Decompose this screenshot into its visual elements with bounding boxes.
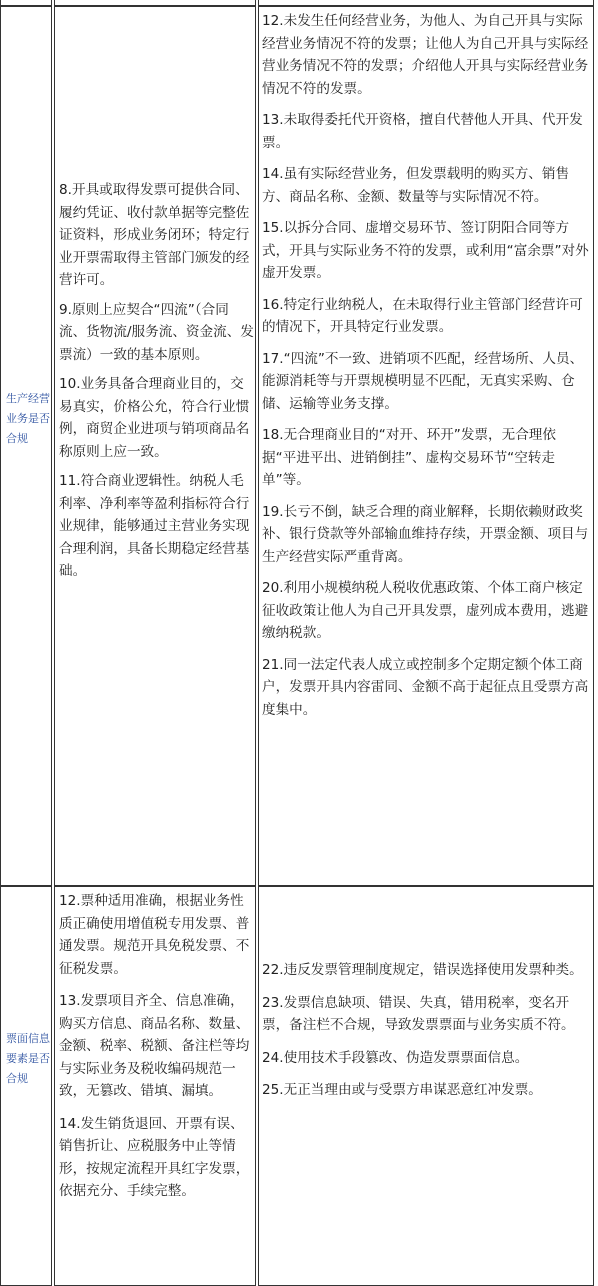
violation-item: 15.以拆分合同、虚增交易环节、签订阴阳合同等方式，开具与实际业务不符的发票，或利用“富余票”对外虚开发票。 [262, 220, 589, 281]
violation-item: 20.利用小规模纳税人税收优惠政策、个体工商户核定征收政策让他人为自己开具发票，虚列成本费用，逃避缴纳税款。 [262, 580, 589, 641]
violation-item: 23.发票信息缺项、错误、失真，错用税率，变名开票，备注栏不合规，导致发票票面与业务实质不符。 [262, 994, 575, 1033]
violation-item: 14.虽有实际经营业务，但发票载明的购买方、销售方、商品名称、金额、数量等与实际情况不符。 [262, 166, 570, 205]
row1-violations-cell [258, 6, 594, 886]
standard-item: 12.票种适用准确，根据业务性质正确使用增值税专用发票、普通发票。规范开具免税发票、不征税发票。 [59, 893, 250, 977]
violation-item: 12.未发生任何经营业务，为他人、为自己开具与实际经营业务情况不符的发票；让他人为自己开具与实际经营业务情况不符的发票；介绍他人开具与实际经营业务情况不符的发票。 [262, 13, 589, 97]
row1-category-label: 生产经营业务是否合规 [6, 392, 50, 445]
row1-violations-list [262, 10, 590, 721]
violation-item: 18.无合理商业目的“对开、环开”发票，无合理依据“平进平出、进销倒挂”、虚构交易环节“空转走单”等。 [262, 427, 556, 488]
violation-item: 24.使用技术手段篡改、伪造发票票面信息。 [262, 1049, 529, 1066]
standard-item: 8.开具或取得发票可提供合同、履约凭证、收付款单据等完整佐证资料，形成业务闭环；特定行业开票需取得主管部门颁发的经营许可。 [59, 182, 250, 288]
violation-item: 17.“四流”不一致、进销项不匹配，经营场所、人员、能源消耗等与开票规模明显不匹配，无真实采购、仓储、运输等业务支撑。 [262, 350, 584, 412]
violation-item: 25.无正当理由或与受票方串谋恶意红冲发票。 [262, 1082, 542, 1098]
violation-item: 19.长亏不倒，缺乏合理的商业解释，长期依赖财政奖补、银行贷款等外部输血维持存续，开票金额、项目与生产经营实际严重背离。 [262, 503, 589, 565]
standard-item: 13.发票项目齐全、信息准确，购买方信息、商品名称、数量、金额、税率、税额、备注栏等均与实际业务及税收编码规范一致，无篡改、错填、漏填。 [59, 993, 250, 1099]
row2-standards-list [59, 890, 255, 1203]
standard-item: 14.发生销货退回、开票有误、销售折让、应税服务中止等情形，按规定流程开具红字发票，依据充分、手续完整。 [59, 1115, 250, 1199]
row2-category-cell [0, 886, 52, 1286]
row1-standards-list [59, 179, 255, 583]
standard-item: 10.业务具备合理商业目的，交易真实，价格公允，符合行业惯例，商贸企业进项与销项商品名称原则上应一致。 [59, 376, 250, 460]
violation-item: 21.同一法定代表人成立或控制多个定期定额个体工商户，发票开具内容雷同、金额不高于起征点且受票方高度集中。 [262, 656, 589, 718]
violation-item: 13.未取得委托代开资格，擅自代替他人开具、代开发票。 [262, 112, 583, 151]
row1-category-cell [0, 6, 52, 886]
row2-category-label: 票面信息要素是否合规 [6, 1032, 50, 1085]
violation-item: 22.违反发票管理制度规定，错误选择使用发票种类。 [262, 962, 583, 978]
standard-item: 11.符合商业逻辑性。纳税人毛利率、净利率等盈利指标符合行业规律，能够通过主营业务实现合理利润，具备长期稳定经营基础。 [59, 473, 250, 579]
row2-standards-cell [54, 886, 256, 1286]
row2-violations-list [262, 959, 590, 1102]
violation-item: 16.特定行业纳税人，在未取得行业主管部门经营许可的情况下，开具特定行业发票。 [262, 296, 583, 335]
row2-violations-cell [258, 886, 594, 1286]
standard-item: 9.原则上应契合“四流”（合同流、货物流/服务流、资金流、发票流）一致的基本原则。 [59, 301, 254, 363]
row1-standards-cell [54, 6, 256, 886]
